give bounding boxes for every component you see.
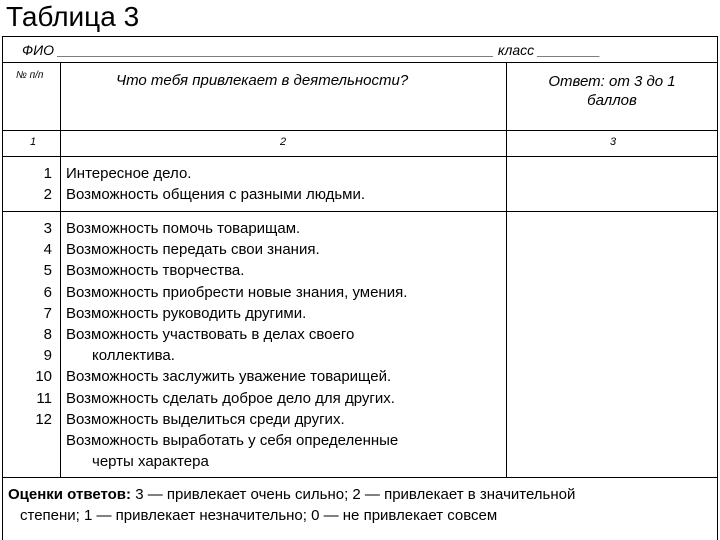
- fio-line: [22, 42, 600, 58]
- item-number: 3: [43, 220, 52, 237]
- group2-numbers: [14, 218, 52, 430]
- num-col-divider: [60, 62, 61, 477]
- item-number: 8: [43, 326, 52, 344]
- list-item: Возможность выделиться среди других.: [66, 410, 345, 428]
- right-border: [717, 36, 718, 540]
- item-number: 1: [43, 165, 52, 182]
- item-number: 12: [35, 410, 52, 428]
- group-divider: [2, 211, 718, 212]
- list-item: Возможность приобрести новые знания, умения.: [66, 283, 408, 301]
- list-item: Возможность помочь товарищам.: [66, 220, 301, 237]
- list-item: Возможность участвовать в делах своего: [66, 326, 355, 344]
- col-index-1: 1: [30, 136, 37, 148]
- list-item: Возможность сделать доброе дело для других.: [66, 389, 395, 407]
- col-index-2: 2: [280, 136, 287, 148]
- colheader-divider: [2, 130, 718, 131]
- list-item: Возможность передать свои знания.: [66, 241, 320, 259]
- scoring-line1: 3 — привлекает очень сильно; 2 — привлекает в значительной: [131, 486, 576, 503]
- list-item: Возможность руководить другими.: [66, 304, 307, 322]
- index-row-divider: [2, 156, 718, 157]
- answer-col-divider: [506, 62, 507, 477]
- fio-label: ФИО: [22, 42, 55, 58]
- page-title: Таблица 3: [6, 1, 140, 32]
- list-item-continuation: коллектива.: [92, 347, 175, 365]
- fio-blank: ________________________________________________________: [57, 42, 494, 58]
- scoring-legend: [8, 484, 714, 526]
- class-label: класс: [497, 42, 535, 58]
- list-item: Возможность творчества.: [66, 262, 245, 280]
- answer-column-header: [507, 72, 717, 110]
- table-top-border: [2, 36, 718, 37]
- answer-header-line1: Ответ: от 3 до 1: [548, 73, 676, 90]
- item-number: 5: [43, 262, 52, 280]
- list-item-continuation: черты характера: [92, 453, 209, 471]
- left-border: [2, 36, 3, 540]
- list-item: Возможность заслужить уважение товарищей.: [66, 368, 392, 386]
- item-number: 4: [43, 241, 52, 259]
- list-item: Возможность выработать у себя определенные: [66, 432, 399, 450]
- item-number: 7: [43, 304, 52, 322]
- scoring-line2: степени; 1 — привлекает незначительно; 0 — не привлекает совсем: [20, 507, 498, 524]
- col-index-3: 3: [610, 136, 617, 148]
- item-number: 9: [43, 347, 52, 365]
- answer-header-line2: баллов: [587, 92, 637, 109]
- list-item: Возможность общения с разными людьми.: [66, 186, 366, 204]
- item-number: 11: [36, 389, 52, 407]
- list-item: Интересное дело.: [66, 165, 192, 182]
- question-column-header: Что тебя привлекает в деятельности?: [116, 72, 409, 89]
- table-bottom-border: [2, 477, 718, 478]
- num-column-header: № п/п: [16, 70, 44, 81]
- item-number: 6: [43, 283, 52, 301]
- item-number: 2: [43, 186, 52, 204]
- class-blank: ________: [538, 42, 601, 58]
- group1-items: [66, 163, 365, 205]
- scoring-label: Оценки ответов:: [8, 486, 132, 503]
- group1-numbers: [14, 163, 52, 205]
- group2-items: [66, 218, 407, 472]
- item-number: 10: [35, 368, 52, 386]
- header-divider: [2, 62, 718, 63]
